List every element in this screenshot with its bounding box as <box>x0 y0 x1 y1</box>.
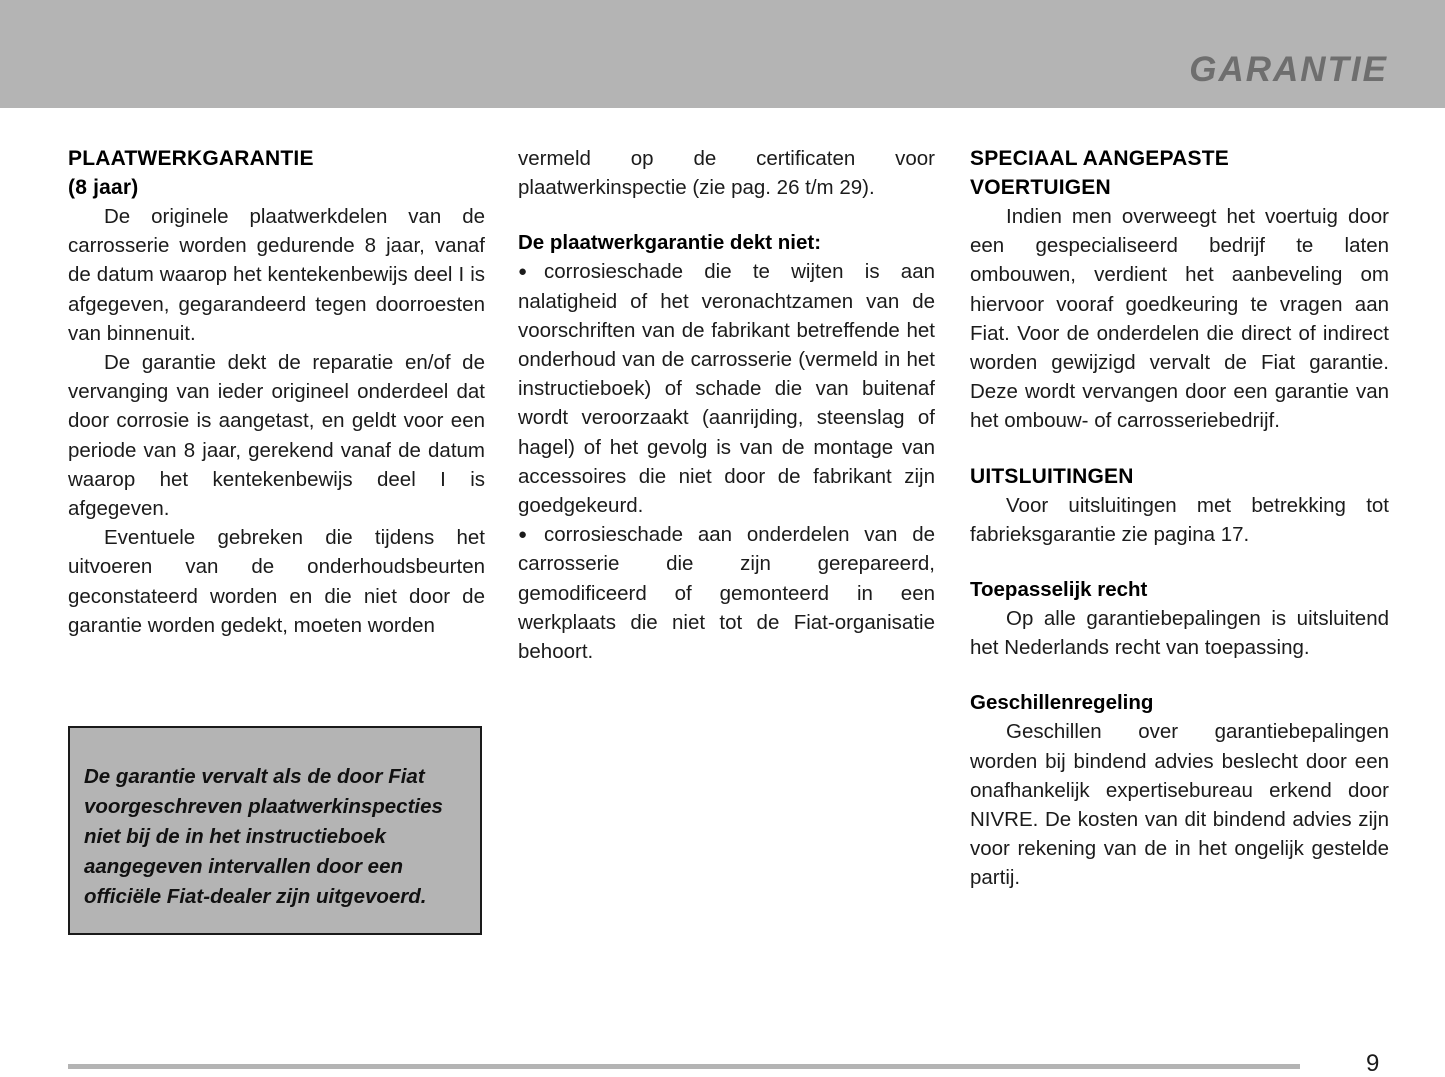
heading-uitsluitingen: UITSLUITINGEN <box>970 464 1134 488</box>
paragraph-garantie-dekt-reparatie: De garantie dekt de reparatie en/of de vervanging van ieder origineel onderdeel dat door corrosie is aangetast, en geldt voor een periode van 8 jaar, gerekend vanaf de datum waarop het kentekenbewijs deel I is afgegeven. <box>68 351 485 521</box>
text-column-1 <box>68 144 485 640</box>
bullet-dot-icon: ● <box>518 263 528 281</box>
footer-rule-divider <box>68 1064 1300 1069</box>
heading-speciaal-aangepaste-line1: SPECIAAL AANGEPASTE <box>970 147 1229 170</box>
paragraph-indien-men-overweegt: Indien men overweegt het voertuig door een gespecialiseerd bedrijf te laten ombouwen, verdient het aanbeveling om hiervoor vooraf goedkeuring te vragen aan Fiat. Voor de onderdelen die direct of indirect worden gewijzigd vervalt de Fiat garantie. Deze wordt vervangen door een garantie van het ombouw- of carrosseriebedrijf. <box>970 205 1389 433</box>
heading-plaatwerkgarantie-line1: PLAATWERKGARANTIE <box>68 147 314 170</box>
paragraph-vermeld-certificaten: vermeld op de certificaten voor plaatwerkinspectie (zie pag. 26 t/m 29). <box>518 147 935 200</box>
callout-box-text: De garantie vervalt als de door Fiat voorgeschreven plaatwerkinspecties niet bij de in het instructieboek aangegeven intervallen door een officiële Fiat-dealer zijn uitgevoerd. <box>84 765 443 908</box>
bullet-item <box>518 520 935 666</box>
spacer <box>970 436 1389 462</box>
bullet-text-corrosieschade-nalatigheid: corrosieschade die te wijten is aan nalatigheid of het veronachtzamen van de voorschriften van de fabrikant betreffende het onderhoud van de carrosserie (vermeld in het instructieboek) of schade die van buitenaf wordt veroorzaakt (aanrijding, steenslag of hagel) of het gevolg is van de montage van accessoires die niet door de fabrikant zijn goedgekeurd. <box>518 260 935 518</box>
paragraph-geschillen-over-garantiebepalingen: Geschillen over garantiebepalingen worden bij bindend advies beslecht door een onafhankelijk expertisebureau erkend door NIVRE. De kosten van dit bindend advies zijn voor rekening van de in het ongelijk gestelde partij. <box>970 720 1389 890</box>
page-body <box>0 108 1445 1077</box>
spacer <box>518 202 935 228</box>
bullet-dot-icon: ● <box>518 526 528 544</box>
text-column-2 <box>518 144 935 666</box>
heading-plaatwerkgarantie-dekt-niet: De plaatwerkgarantie dekt niet: <box>518 231 822 255</box>
heading-geschillenregeling: Geschillenregeling <box>970 691 1154 715</box>
text-column-3 <box>970 144 1389 893</box>
heading-toepasselijk-recht: Toepasselijk recht <box>970 578 1148 602</box>
page-number: 9 <box>1366 1050 1380 1077</box>
callout-box-garantie-vervalt <box>68 726 482 935</box>
page-header-band <box>0 0 1445 108</box>
paragraph-originele-plaatwerkdelen: De originele plaatwerkdelen van de carrosserie worden gedurende 8 jaar, vanaf de datum waarop het kentekenbewijs deel I is afgegeven, gegarandeerd tegen doorroesten van binnenuit. <box>68 205 485 345</box>
spacer <box>970 662 1389 688</box>
page-header-title: GARANTIE <box>1189 50 1388 89</box>
heading-speciaal-aangepaste-line2: VOERTUIGEN <box>970 176 1111 199</box>
heading-plaatwerkgarantie-line2: (8 jaar) <box>68 176 139 199</box>
bullet-text-corrosieschade-onderdelen: corrosieschade aan onderdelen van de carrosserie die zijn gerepareerd, gemodificeerd of gemonteerd in een werkplaats die niet tot de Fiat-organisatie behoort. <box>518 523 935 664</box>
paragraph-eventuele-gebreken: Eventuele gebreken die tijdens het uitvoeren van de onderhoudsbeurten geconstateerd worden en die niet door de garantie worden gedekt, moeten worden <box>68 526 485 637</box>
paragraph-voor-uitsluitingen: Voor uitsluitingen met betrekking tot fabrieksgarantie zie pagina 17. <box>970 493 1389 546</box>
paragraph-op-alle-garantiebepalingen: Op alle garantiebepalingen is uitsluitend het Nederlands recht van toepassing. <box>970 607 1389 660</box>
bullet-item <box>518 257 935 520</box>
spacer <box>970 549 1389 575</box>
